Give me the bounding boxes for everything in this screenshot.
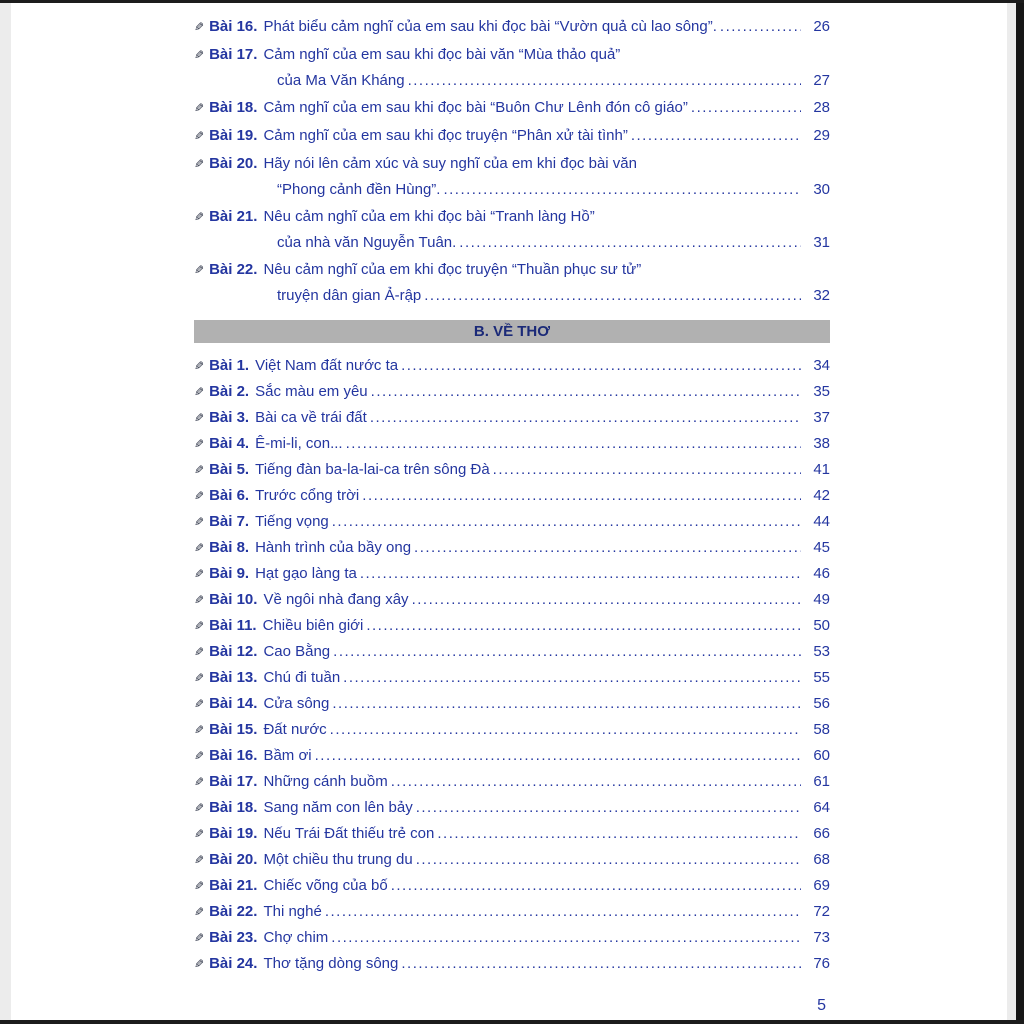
pencil-icon: ✎ (194, 905, 205, 919)
dot-leader (416, 847, 801, 873)
pencil-icon: ✎ (194, 210, 205, 224)
entry-page-number: 28 (813, 99, 830, 116)
page-number: 5 (817, 997, 826, 1014)
pencil-icon: ✎ (194, 593, 205, 607)
entry-label: Bài 7. (209, 513, 250, 530)
scan-edge-right (1016, 0, 1024, 1024)
toc-entry-line (194, 483, 830, 509)
pencil-icon: ✎ (194, 129, 205, 143)
entry-page-number: 32 (813, 287, 830, 304)
toc-entry-line (194, 353, 830, 379)
entry-page-number: 26 (813, 18, 830, 35)
toc-entry-line (194, 691, 830, 717)
entry-title: Việt Nam đất nước ta (255, 357, 399, 374)
toc-entry-continuation (194, 283, 830, 308)
entry-label: Bài 20. (209, 155, 258, 172)
scan-edge-top (0, 0, 1024, 3)
toc-entry-line (194, 743, 830, 769)
toc-entry-continuation (194, 68, 830, 93)
pencil-icon: ✎ (194, 645, 205, 659)
toc-entry (194, 204, 830, 255)
entry-page-number: 35 (813, 383, 830, 400)
pencil-icon: ✎ (194, 801, 205, 815)
toc-entry (194, 257, 830, 308)
entry-page-number: 56 (813, 695, 830, 712)
entry-page-number: 55 (813, 669, 830, 686)
toc-entry-continuation (194, 177, 830, 202)
pencil-icon: ✎ (194, 619, 205, 633)
entry-title: Cao Bằng (263, 643, 331, 660)
toc-entry-line (194, 561, 830, 587)
entry-title: Chợ chim (263, 929, 329, 946)
entry-title: Thi nghé (263, 903, 322, 920)
dot-leader (343, 665, 801, 691)
pencil-icon: ✎ (194, 20, 205, 34)
scan-edge-bottom (0, 1020, 1024, 1024)
entry-label: Bài 18. (209, 99, 258, 116)
dot-leader (720, 14, 801, 39)
toc-entry (194, 561, 830, 587)
entry-page-number: 46 (813, 565, 830, 582)
toc-entry-line (194, 639, 830, 665)
entry-page-number: 69 (813, 877, 830, 894)
entry-page-number: 38 (813, 435, 830, 452)
entry-page-number: 72 (813, 903, 830, 920)
entry-title: Về ngôi nhà đang xây (263, 591, 409, 608)
pencil-icon: ✎ (194, 749, 205, 763)
entry-page-number: 41 (813, 461, 830, 478)
dot-leader (493, 457, 801, 483)
entry-title: Tiếng vọng (255, 513, 329, 530)
entry-title: Tiếng đàn ba-la-lai-ca trên sông Đà (255, 461, 490, 478)
pencil-icon: ✎ (194, 101, 205, 115)
entry-title: Cửa sông (263, 695, 330, 712)
pencil-icon: ✎ (194, 957, 205, 971)
entry-label: Bài 19. (209, 825, 258, 842)
entry-title: Bầm ơi (263, 747, 312, 764)
entry-page-number: 42 (813, 487, 830, 504)
entry-title: Cảm nghĩ của em sau khi đọc bài “Buôn Chư Lênh đón cô giáo” (263, 99, 688, 116)
entry-title: Một chiều thu trung du (263, 851, 413, 868)
pencil-icon: ✎ (194, 931, 205, 945)
entry-page-number: 49 (813, 591, 830, 608)
entry-label: Bài 16. (209, 747, 258, 764)
entry-title: Đất nước (263, 721, 327, 738)
pencil-icon: ✎ (194, 541, 205, 555)
entry-title: Cảm nghĩ của em sau khi đọc truyện “Phân xử tài tình” (263, 127, 628, 144)
toc-entry (194, 535, 830, 561)
entry-label: Bài 20. (209, 851, 258, 868)
dot-leader (332, 509, 801, 535)
pencil-icon: ✎ (194, 879, 205, 893)
entry-label: Bài 11. (209, 617, 257, 634)
entry-page-number: 50 (813, 617, 830, 634)
entry-title-line2: của Ma Văn Kháng (277, 72, 405, 89)
toc-entry (194, 483, 830, 509)
toc-entry-line (194, 821, 830, 847)
entry-label: Bài 19. (209, 127, 258, 144)
pencil-icon: ✎ (194, 515, 205, 529)
toc-entry-line (194, 457, 830, 483)
dot-leader (360, 561, 801, 587)
entry-label: Bài 12. (209, 643, 258, 660)
entry-page-number: 34 (813, 357, 830, 374)
toc-entry (194, 613, 830, 639)
toc-entry (194, 899, 830, 925)
entry-title: Nêu cảm nghĩ của em khi đọc truyện “Thuần phục sư tử” (263, 261, 642, 278)
toc-entry-line (194, 535, 830, 561)
entry-page-number: 53 (813, 643, 830, 660)
entry-title: Hạt gạo làng ta (255, 565, 357, 582)
toc-entry (194, 42, 830, 93)
toc-entry (194, 151, 830, 202)
toc-entry (194, 665, 830, 691)
entry-label: Bài 21. (209, 208, 258, 225)
toc-entry (194, 795, 830, 821)
toc-entry-line (194, 795, 830, 821)
toc-entry-line (194, 587, 830, 613)
entry-title-line2: của nhà văn Nguyễn Tuân. (277, 234, 457, 251)
entry-page-number: 37 (813, 409, 830, 426)
toc-entry-line (194, 613, 830, 639)
toc-entry (194, 639, 830, 665)
entry-label: Bài 14. (209, 695, 258, 712)
toc-entry-line (194, 509, 830, 535)
pencil-icon: ✎ (194, 853, 205, 867)
toc-page (194, 14, 830, 1015)
dot-leader (325, 899, 801, 925)
toc-entry-line (194, 769, 830, 795)
scan-gutter-left (0, 0, 11, 1024)
entry-title: Hành trình của bầy ong (255, 539, 412, 556)
entry-label: Bài 4. (209, 435, 250, 452)
toc-entry (194, 123, 830, 149)
entry-title: Chiếc võng của bố (263, 877, 388, 894)
toc-entry (194, 405, 830, 431)
toc-entry (194, 951, 830, 977)
section-header-poetry: B. VỀ THƠ (194, 320, 830, 343)
entry-page-number: 31 (813, 234, 830, 251)
dot-leader (631, 123, 801, 148)
toc-entry-line (194, 431, 830, 457)
toc-entry (194, 353, 830, 379)
pencil-icon: ✎ (194, 385, 205, 399)
toc-entry (194, 457, 830, 483)
dot-leader (459, 230, 801, 255)
entry-label: Bài 18. (209, 799, 258, 816)
pencil-icon: ✎ (194, 263, 205, 277)
toc-entry (194, 509, 830, 535)
dot-leader (333, 639, 801, 665)
dot-leader (362, 483, 801, 509)
entry-label: Bài 17. (209, 773, 258, 790)
pencil-icon: ✎ (194, 411, 205, 425)
entry-page-number: 60 (813, 747, 830, 764)
toc-entry (194, 95, 830, 121)
entry-label: Bài 1. (209, 357, 250, 374)
toc-entry-line (194, 123, 830, 149)
toc-entry (194, 743, 830, 769)
dot-leader (366, 613, 801, 639)
entry-page-number: 76 (813, 955, 830, 972)
pencil-icon: ✎ (194, 437, 205, 451)
dot-leader (346, 431, 801, 457)
dot-leader (332, 691, 801, 717)
entry-label: Bài 21. (209, 877, 258, 894)
entry-title: Thơ tặng dòng sông (263, 955, 399, 972)
entry-title: Chú đi tuần (263, 669, 341, 686)
poetry-list (194, 353, 830, 977)
pencil-icon: ✎ (194, 463, 205, 477)
toc-entry-line (194, 204, 830, 230)
entry-title: Sang năm con lên bảy (263, 799, 413, 816)
toc-entry-line (194, 42, 830, 68)
dot-leader (315, 743, 801, 769)
entry-page-number: 27 (813, 72, 830, 89)
entry-label: Bài 22. (209, 903, 258, 920)
dot-leader (331, 925, 801, 951)
entry-label: Bài 6. (209, 487, 250, 504)
entry-page-number: 73 (813, 929, 830, 946)
entry-title: Những cánh buồm (263, 773, 388, 790)
entry-title: Bài ca về trái đất (255, 409, 367, 426)
entry-label: Bài 17. (209, 46, 258, 63)
entry-label: Bài 15. (209, 721, 258, 738)
toc-entry-line (194, 847, 830, 873)
entry-label: Bài 22. (209, 261, 258, 278)
toc-entry (194, 691, 830, 717)
dot-leader (408, 68, 801, 93)
toc-entry-line (194, 925, 830, 951)
entry-label: Bài 10. (209, 591, 258, 608)
toc-entry-line (194, 405, 830, 431)
toc-entry (194, 821, 830, 847)
entry-title: Nêu cảm nghĩ của em khi đọc bài “Tranh làng Hồ” (263, 208, 595, 225)
entry-title: Sắc màu em yêu (255, 383, 368, 400)
dot-leader (391, 873, 801, 899)
dot-leader (443, 177, 801, 202)
entry-title: Trước cổng trời (255, 487, 360, 504)
dot-leader (691, 95, 801, 120)
dot-leader (437, 821, 801, 847)
dot-leader (391, 769, 801, 795)
pencil-icon: ✎ (194, 827, 205, 841)
toc-entry-line (194, 151, 830, 177)
pencil-icon: ✎ (194, 697, 205, 711)
toc-entry (194, 14, 830, 40)
entry-title: Phát biểu cảm nghĩ của em sau khi đọc bài “Vườn quả cù lao sông”. (263, 18, 717, 35)
entry-title: Nếu Trái Đất thiếu trẻ con (263, 825, 435, 842)
entry-title-line2: truyện dân gian Ả-rập (277, 287, 422, 304)
toc-entry-line (194, 95, 830, 121)
prose-list (194, 14, 830, 308)
entry-page-number: 58 (813, 721, 830, 738)
dot-leader (401, 353, 801, 379)
toc-entry (194, 769, 830, 795)
entry-page-number: 66 (813, 825, 830, 842)
pencil-icon: ✎ (194, 489, 205, 503)
toc-entry (194, 873, 830, 899)
entry-label: Bài 9. (209, 565, 250, 582)
entry-title: Chiều biên giới (262, 617, 364, 634)
pencil-icon: ✎ (194, 359, 205, 373)
dot-leader (371, 379, 801, 405)
toc-entry-line (194, 873, 830, 899)
dot-leader (414, 535, 801, 561)
entry-page-number: 29 (813, 127, 830, 144)
entry-page-number: 44 (813, 513, 830, 530)
entry-title: Ê-mi-li, con... (255, 435, 343, 452)
entry-page-number: 68 (813, 851, 830, 868)
toc-entry-continuation (194, 230, 830, 255)
pencil-icon: ✎ (194, 775, 205, 789)
entry-title: Hãy nói lên cảm xúc và suy nghĩ của em khi đọc bài văn (263, 155, 637, 172)
toc-entry (194, 431, 830, 457)
pencil-icon: ✎ (194, 723, 205, 737)
dot-leader (330, 717, 801, 743)
entry-page-number: 64 (813, 799, 830, 816)
dot-leader (416, 795, 801, 821)
toc-entry-line (194, 257, 830, 283)
dot-leader (412, 587, 801, 613)
entry-title-line2: “Phong cảnh đền Hùng”. (277, 181, 441, 198)
toc-entry-line (194, 379, 830, 405)
entry-label: Bài 16. (209, 18, 258, 35)
entry-label: Bài 23. (209, 929, 258, 946)
scan-gutter-right (1007, 0, 1016, 1024)
toc-entry-line (194, 717, 830, 743)
toc-entry (194, 847, 830, 873)
entry-title: Cảm nghĩ của em sau khi đọc bài văn “Mùa thảo quả” (263, 46, 621, 63)
toc-entry (194, 925, 830, 951)
entry-page-number: 30 (813, 181, 830, 198)
dot-leader (401, 951, 801, 977)
toc-entry-line (194, 665, 830, 691)
toc-entry-line (194, 14, 830, 40)
entry-label: Bài 13. (209, 669, 258, 686)
entry-page-number: 45 (813, 539, 830, 556)
toc-entry (194, 587, 830, 613)
toc-entry-line (194, 899, 830, 925)
pencil-icon: ✎ (194, 671, 205, 685)
entry-label: Bài 2. (209, 383, 250, 400)
dot-leader (424, 283, 801, 308)
entry-label: Bài 8. (209, 539, 250, 556)
toc-entry (194, 379, 830, 405)
entry-label: Bài 24. (209, 955, 258, 972)
entry-page-number: 61 (813, 773, 830, 790)
pencil-icon: ✎ (194, 48, 205, 62)
toc-entry (194, 717, 830, 743)
toc-entry-line (194, 951, 830, 977)
entry-label: Bài 3. (209, 409, 250, 426)
entry-label: Bài 5. (209, 461, 250, 478)
pencil-icon: ✎ (194, 567, 205, 581)
pencil-icon: ✎ (194, 157, 205, 171)
dot-leader (370, 405, 801, 431)
